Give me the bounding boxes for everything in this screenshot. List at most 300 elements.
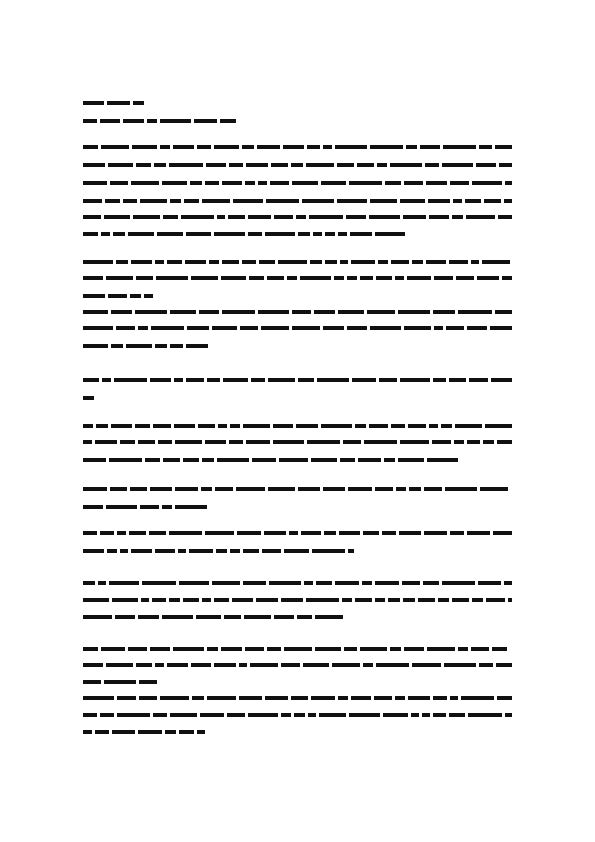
text-word <box>107 549 117 553</box>
text-word <box>139 680 157 684</box>
text-word <box>83 294 105 298</box>
text-word <box>271 163 288 167</box>
text-line <box>83 119 236 123</box>
text-line <box>83 199 512 203</box>
text-word <box>101 647 125 651</box>
text-word <box>265 232 295 236</box>
text-word <box>484 199 501 203</box>
text-word <box>296 424 318 428</box>
text-word <box>227 713 245 717</box>
text-word <box>268 487 295 491</box>
text-word <box>100 119 120 123</box>
text-word <box>351 260 375 264</box>
text-word <box>391 260 409 264</box>
text-word <box>424 531 447 535</box>
text-line <box>83 326 512 330</box>
text-word <box>472 598 483 602</box>
text-word <box>189 549 213 553</box>
text-word <box>183 598 199 602</box>
text-word <box>83 396 94 400</box>
text-line <box>83 647 512 651</box>
text-word <box>83 598 109 602</box>
text-word <box>83 615 112 619</box>
text-word <box>162 181 187 185</box>
text-word <box>249 276 264 280</box>
text-word <box>139 696 157 700</box>
text-word <box>220 119 236 123</box>
text-word <box>109 581 139 585</box>
text-word <box>83 215 101 219</box>
text-word <box>337 199 367 203</box>
text-word <box>116 260 128 264</box>
text-word <box>406 145 417 149</box>
text-word <box>337 163 354 167</box>
text-word <box>83 458 106 462</box>
text-word <box>427 647 455 651</box>
text-line <box>83 549 354 553</box>
text-word <box>140 505 159 509</box>
text-word <box>485 424 512 428</box>
text-word <box>385 181 401 185</box>
text-word <box>83 531 97 535</box>
text-word <box>242 145 254 149</box>
text-word <box>267 647 281 651</box>
text-word <box>423 581 439 585</box>
text-word <box>432 440 451 444</box>
text-word <box>123 199 137 203</box>
text-word <box>407 276 431 280</box>
text-word <box>202 199 230 203</box>
text-word <box>83 505 103 509</box>
text-word <box>486 598 505 602</box>
text-word <box>404 326 431 330</box>
text-word <box>135 424 150 428</box>
text-word <box>162 615 193 619</box>
text-line <box>83 145 512 149</box>
text-word <box>335 145 367 149</box>
text-word <box>258 181 267 185</box>
text-word <box>496 663 512 667</box>
text-word <box>83 713 97 717</box>
text-word <box>232 598 253 602</box>
text-word <box>312 549 345 553</box>
text-line <box>83 396 94 400</box>
text-word <box>314 310 335 314</box>
text-word <box>349 181 382 185</box>
text-word <box>230 424 240 428</box>
text-word <box>357 163 374 167</box>
text-word <box>303 663 329 667</box>
text-word <box>429 424 438 428</box>
text-word <box>214 598 229 602</box>
text-line <box>83 680 157 684</box>
text-word <box>443 145 476 149</box>
text-word <box>223 378 248 382</box>
text-word <box>179 730 194 734</box>
text-word <box>155 663 164 667</box>
text-word <box>505 713 512 717</box>
text-word <box>136 663 152 667</box>
text-word <box>315 615 343 619</box>
text-word <box>476 163 496 167</box>
text-word <box>338 310 364 314</box>
text-word <box>495 310 512 314</box>
text-word <box>313 232 322 236</box>
text-word <box>246 440 270 444</box>
text-word <box>467 440 480 444</box>
text-word <box>270 181 289 185</box>
text-word <box>222 260 239 264</box>
text-word <box>467 326 487 330</box>
text-word <box>444 663 476 667</box>
text-word <box>83 199 102 203</box>
text-word <box>83 730 92 734</box>
text-word <box>408 424 426 428</box>
text-word <box>83 663 103 667</box>
text-word <box>83 163 105 167</box>
text-word <box>429 215 449 219</box>
text-line <box>83 181 512 185</box>
text-word <box>96 424 108 428</box>
text-word <box>467 531 490 535</box>
text-word <box>221 647 242 651</box>
text-word <box>316 581 332 585</box>
text-word <box>434 276 453 280</box>
text-word <box>294 713 305 717</box>
text-word <box>350 232 372 236</box>
text-word <box>160 119 191 123</box>
text-word <box>110 487 127 491</box>
text-word <box>311 458 337 462</box>
text-word <box>461 696 494 700</box>
text-line <box>83 458 458 462</box>
text-word <box>390 647 401 651</box>
text-word <box>442 163 473 167</box>
text-word <box>438 598 449 602</box>
text-word <box>120 549 128 553</box>
text-word <box>495 145 512 149</box>
text-word <box>197 730 205 734</box>
text-word <box>450 181 469 185</box>
text-word <box>319 713 346 717</box>
text-word <box>230 549 240 553</box>
text-word <box>450 696 458 700</box>
text-word <box>169 163 203 167</box>
text-word <box>194 119 217 123</box>
text-word <box>395 696 405 700</box>
text-word <box>100 531 114 535</box>
text-word <box>472 181 502 185</box>
text-word <box>200 713 224 717</box>
text-word <box>504 199 512 203</box>
text-word <box>248 232 262 236</box>
text-word <box>207 647 218 651</box>
text-word <box>400 440 429 444</box>
text-word <box>111 310 132 314</box>
text-word <box>197 145 211 149</box>
text-word <box>116 326 135 330</box>
text-word <box>370 326 401 330</box>
text-word <box>369 424 388 428</box>
text-word <box>239 663 247 667</box>
text-word <box>205 181 219 185</box>
text-word <box>449 260 468 264</box>
text-word <box>321 181 346 185</box>
text-word <box>111 344 123 348</box>
text-word <box>202 598 211 602</box>
text-word <box>427 458 458 462</box>
text-word <box>115 615 135 619</box>
text-word <box>298 378 314 382</box>
text-word <box>279 458 308 462</box>
text-word <box>492 647 507 651</box>
text-word <box>384 458 395 462</box>
text-word <box>136 276 153 280</box>
text-word <box>274 215 293 219</box>
text-word <box>191 276 218 280</box>
text-word <box>114 378 147 382</box>
text-line <box>83 424 512 428</box>
text-word <box>343 440 361 444</box>
text-word <box>104 215 130 219</box>
text-word <box>83 145 98 149</box>
text-word <box>340 458 355 462</box>
text-word <box>83 647 98 651</box>
text-word <box>425 163 439 167</box>
text-line <box>83 487 512 491</box>
text-word <box>83 424 93 428</box>
text-word <box>179 581 209 585</box>
text-word <box>466 215 495 219</box>
text-word <box>185 260 206 264</box>
text-word <box>110 181 128 185</box>
text-line <box>83 730 205 734</box>
text-word <box>104 680 136 684</box>
text-word <box>222 310 255 314</box>
text-line <box>83 378 512 382</box>
text-word <box>348 549 354 553</box>
text-word <box>403 215 426 219</box>
text-word <box>281 598 303 602</box>
text-word <box>128 232 154 236</box>
text-word <box>83 581 95 585</box>
text-word <box>402 581 420 585</box>
text-word <box>409 487 421 491</box>
text-word <box>324 531 336 535</box>
text-word <box>157 232 183 236</box>
text-line <box>83 505 210 509</box>
text-word <box>101 232 110 236</box>
text-word <box>128 647 147 651</box>
text-word <box>117 696 136 700</box>
text-word <box>150 378 171 382</box>
text-word <box>175 505 207 509</box>
text-word <box>229 440 243 444</box>
text-word <box>307 145 320 149</box>
text-word <box>450 531 464 535</box>
text-word <box>360 276 373 280</box>
text-word <box>360 647 387 651</box>
text-word <box>196 615 221 619</box>
text-word <box>340 260 348 264</box>
text-word <box>156 276 188 280</box>
text-word <box>358 458 381 462</box>
text-word <box>433 696 447 700</box>
text-line <box>83 310 512 314</box>
text-word <box>422 713 430 717</box>
text-word <box>433 310 455 314</box>
text-word <box>112 730 135 734</box>
text-word <box>153 424 171 428</box>
text-word <box>355 424 366 428</box>
text-word <box>376 663 409 667</box>
text-word <box>478 581 501 585</box>
text-word <box>379 378 397 382</box>
text-word <box>123 119 144 123</box>
text-word <box>138 615 159 619</box>
text-word <box>102 378 111 382</box>
text-word <box>240 326 258 330</box>
text-line <box>83 215 512 219</box>
text-word <box>138 326 148 330</box>
text-word <box>296 215 306 219</box>
text-word <box>433 713 446 717</box>
text-word <box>267 276 284 280</box>
text-word <box>323 326 344 330</box>
text-word <box>167 260 182 264</box>
text-word <box>377 163 387 167</box>
text-word <box>375 232 405 236</box>
text-word <box>445 487 477 491</box>
text-word <box>390 163 422 167</box>
text-word <box>412 260 423 264</box>
text-word <box>120 440 135 444</box>
text-word <box>237 531 261 535</box>
text-word <box>83 378 99 382</box>
text-word <box>250 663 278 667</box>
text-word <box>479 145 492 149</box>
text-word <box>395 276 404 280</box>
text-word <box>113 232 125 236</box>
text-word <box>458 310 492 314</box>
text-word <box>252 458 276 462</box>
text-word <box>163 215 178 219</box>
text-word <box>346 215 366 219</box>
text-word <box>174 378 183 382</box>
text-word <box>378 260 388 264</box>
text-word <box>398 458 424 462</box>
text-word <box>362 581 372 585</box>
text-word <box>278 260 307 264</box>
text-line <box>83 713 512 717</box>
text-word <box>287 276 297 280</box>
text-word <box>504 581 512 585</box>
text-word <box>186 232 211 236</box>
text-word <box>411 713 419 717</box>
text-word <box>412 663 441 667</box>
text-word <box>477 276 499 280</box>
text-word <box>269 581 301 585</box>
text-word <box>306 163 334 167</box>
text-word <box>183 458 199 462</box>
text-word <box>289 531 298 535</box>
text-word <box>370 199 397 203</box>
text-word <box>147 119 157 123</box>
text-word <box>106 663 133 667</box>
text-word <box>347 276 357 280</box>
text-word <box>243 549 259 553</box>
text-word <box>449 713 465 717</box>
text-word <box>323 145 332 149</box>
text-word <box>154 163 166 167</box>
text-line <box>83 696 512 700</box>
text-word <box>167 663 188 667</box>
text-word <box>236 487 265 491</box>
text-word <box>170 344 183 348</box>
text-word <box>186 378 204 382</box>
text-word <box>505 181 512 185</box>
text-word <box>367 310 395 314</box>
text-word <box>216 549 227 553</box>
text-word <box>499 163 512 167</box>
text-word <box>311 696 335 700</box>
text-word <box>205 440 226 444</box>
text-word <box>170 199 181 203</box>
text-word <box>83 310 108 314</box>
text-word <box>160 145 170 149</box>
text-word <box>497 696 512 700</box>
text-word <box>209 260 219 264</box>
text-word <box>374 696 392 700</box>
text-word <box>239 696 262 700</box>
text-word <box>376 276 392 280</box>
text-word <box>149 531 166 535</box>
text-word <box>375 487 393 491</box>
text-word <box>205 531 234 535</box>
text-word <box>207 378 220 382</box>
text-word <box>332 663 360 667</box>
text-word <box>323 487 345 491</box>
text-word <box>428 199 450 203</box>
text-word <box>259 260 275 264</box>
text-line <box>83 232 405 236</box>
text-word <box>214 232 245 236</box>
text-word <box>83 276 103 280</box>
text-word <box>199 310 219 314</box>
text-word <box>452 598 469 602</box>
text-word <box>325 232 335 236</box>
text-word <box>404 647 424 651</box>
text-line <box>83 615 346 619</box>
text-word <box>508 598 512 602</box>
text-line <box>83 344 208 348</box>
text-word <box>136 163 151 167</box>
text-word <box>400 199 425 203</box>
text-word <box>490 326 512 330</box>
text-word <box>355 598 372 602</box>
text-word <box>140 199 167 203</box>
text-word <box>141 598 149 602</box>
text-word <box>471 647 489 651</box>
text-word <box>396 487 406 491</box>
text-word <box>369 215 400 219</box>
text-word <box>370 145 403 149</box>
text-word <box>83 487 107 491</box>
text-word <box>83 696 114 700</box>
text-word <box>497 440 512 444</box>
text-word <box>292 310 311 314</box>
text-word <box>108 294 127 298</box>
